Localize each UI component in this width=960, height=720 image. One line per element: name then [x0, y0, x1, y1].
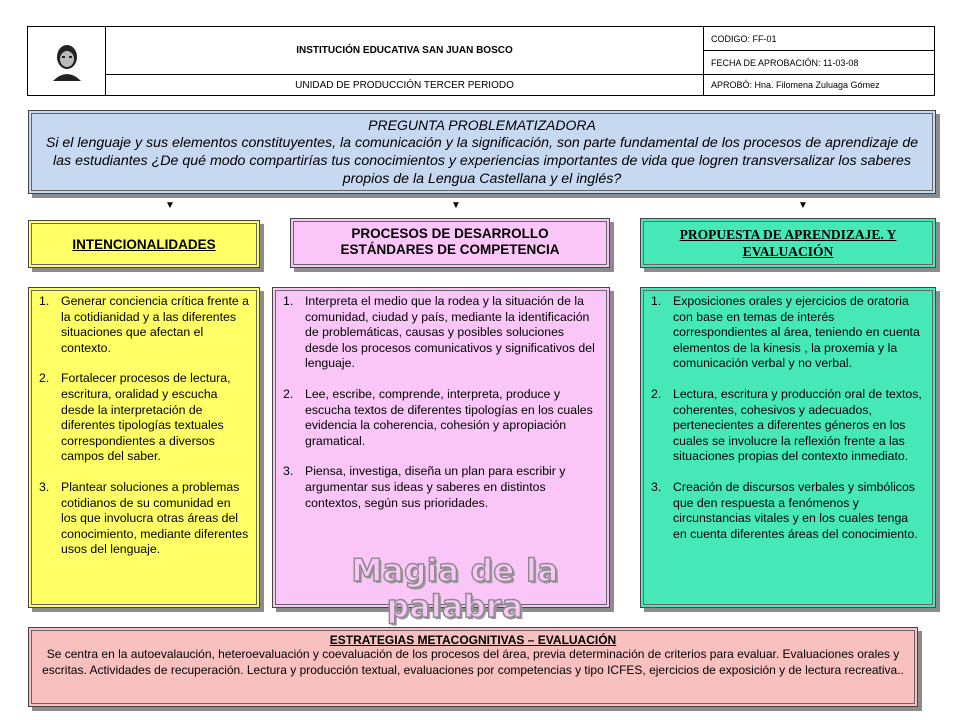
propuesta-list — [649, 294, 925, 542]
list-item: 3. Piensa, investiga, diseña un plan para escribir y argumentar sus ideas y saberes en distintos contextos, según sus prioridades. — [283, 464, 566, 510]
list-item: 2. Lee, escribe, comprende, interpreta, produce y escucha textos de diferentes tipologías en los cuales evidencia la coherencia, cohesión y apropiación gramatical. — [283, 386, 593, 448]
intencionalidades-list — [37, 294, 249, 558]
propuesta-list-box — [640, 287, 936, 608]
document-code: CODIGO: FF-01 — [704, 27, 934, 51]
down-arrow-icon: ▼ — [798, 200, 808, 211]
document-header — [27, 26, 935, 96]
production-unit: UNIDAD DE PRODUCCIÓN TERCER PERIODO — [106, 75, 704, 95]
intencionalidades-title: INTENCIONALIDADES — [72, 236, 216, 252]
procesos-title-line1: PROCESOS DE DESARROLLO — [351, 226, 549, 241]
estrategias-title: ESTRATEGIAS METACOGNITIVAS – EVALUACIÓN — [329, 633, 617, 647]
procesos-list — [281, 294, 599, 511]
question-title: PREGUNTA PROBLEMATIZADORA — [368, 117, 596, 133]
list-item: 1. Generar conciencia crítica frente a la cotidianidad y a las diferentes situaciones que afectan el contexto. — [39, 294, 249, 355]
list-item: 1. Exposiciones orales y ejercicios de oratoria con base en temas de interés correspondientes al área, teniendo en cuenta elementos de la kinesis , la proxemia y la comunicación verbal y no verbal. — [651, 294, 920, 371]
intencionalidades-list-box — [28, 287, 260, 608]
institution-name: INSTITUCIÓN EDUCATIVA SAN JUAN BOSCO — [106, 27, 704, 75]
list-item: 2. Fortalecer procesos de lectura, escritura, oralidad y escucha desde la interpretación de diferentes tipologías textuales correspondientes a diversos campos del saber. — [39, 371, 231, 464]
procesos-header — [290, 218, 610, 268]
logo-cell — [28, 27, 106, 95]
approval-date: FECHA DE APROBACIÓN: 11-03-08 — [704, 51, 934, 75]
down-arrow-icon: ▼ — [451, 200, 461, 211]
estrategias-box — [28, 627, 918, 707]
approved-by: APROBÓ: Hna. Filomena Zuluaga Gómez — [711, 80, 880, 90]
propuesta-header — [640, 218, 936, 268]
propuesta-title-line2: EVALUACIÓN — [742, 244, 834, 259]
question-body: Si el lenguaje y sus elementos constituyentes, la comunicación y la significación, son parte fundamental de los procesos de aprendizaje de las estudiantes ¿De qué modo compartirías tus conocimientos y experiencias importantes de vida que logren transversalizar los saberes propios de la Lengua Castellana y el inglés? — [45, 135, 919, 187]
propuesta-title-line1: PROPUESTA DE APRENDIZAJE. Y — [679, 227, 897, 242]
intencionalidades-header — [28, 220, 260, 268]
problem-question-box — [28, 110, 936, 194]
procesos-title-line2: ESTÁNDARES DE COMPETENCIA — [340, 242, 560, 257]
list-item: 3. Plantear soluciones a problemas cotidianos de su comunidad en los que involucra otras áreas del conocimiento, mediante diferentes usos del lenguaje. — [39, 479, 249, 557]
estrategias-body: Se centra en la autoevalaución, heteroevaluación y coevaluación de los procesos del área, previa determinación de criterios para evaluar. Evaluaciones orales y escritas. Actividades de recuperación. Lectura y producción textual, evaluaciones por competencias y tipo ICFES, ejercicios de exposición y de lectura recreativa.. — [42, 647, 904, 677]
down-arrow-icon: ▼ — [165, 200, 175, 211]
wordart-title: Magia de la palabra — [351, 553, 559, 625]
list-item: 2. Lectura, escritura y producción oral de textos, coherentes, cohesivos y adecuados, pertenecientes a diferentes géneros en los cuales se involucre la reflexión frente a las situaciones propias del contexto inmediato. — [651, 386, 922, 464]
portrait-logo-icon — [50, 41, 84, 81]
list-item: 1. Interpreta el medio que la rodea y la situación de la comunidad, ciudad y país, mediante la identificación de problemáticas, causas y posibles soluciones desde los procesos comunicativos y significativos del lenguaje. — [283, 294, 595, 371]
list-item: 3. Creación de discursos verbales y simbólicos que den respuesta a fenómenos y circunstancias vitales y en los cuales tenga en cuenta diferentes áreas del conocimiento. — [651, 479, 918, 541]
